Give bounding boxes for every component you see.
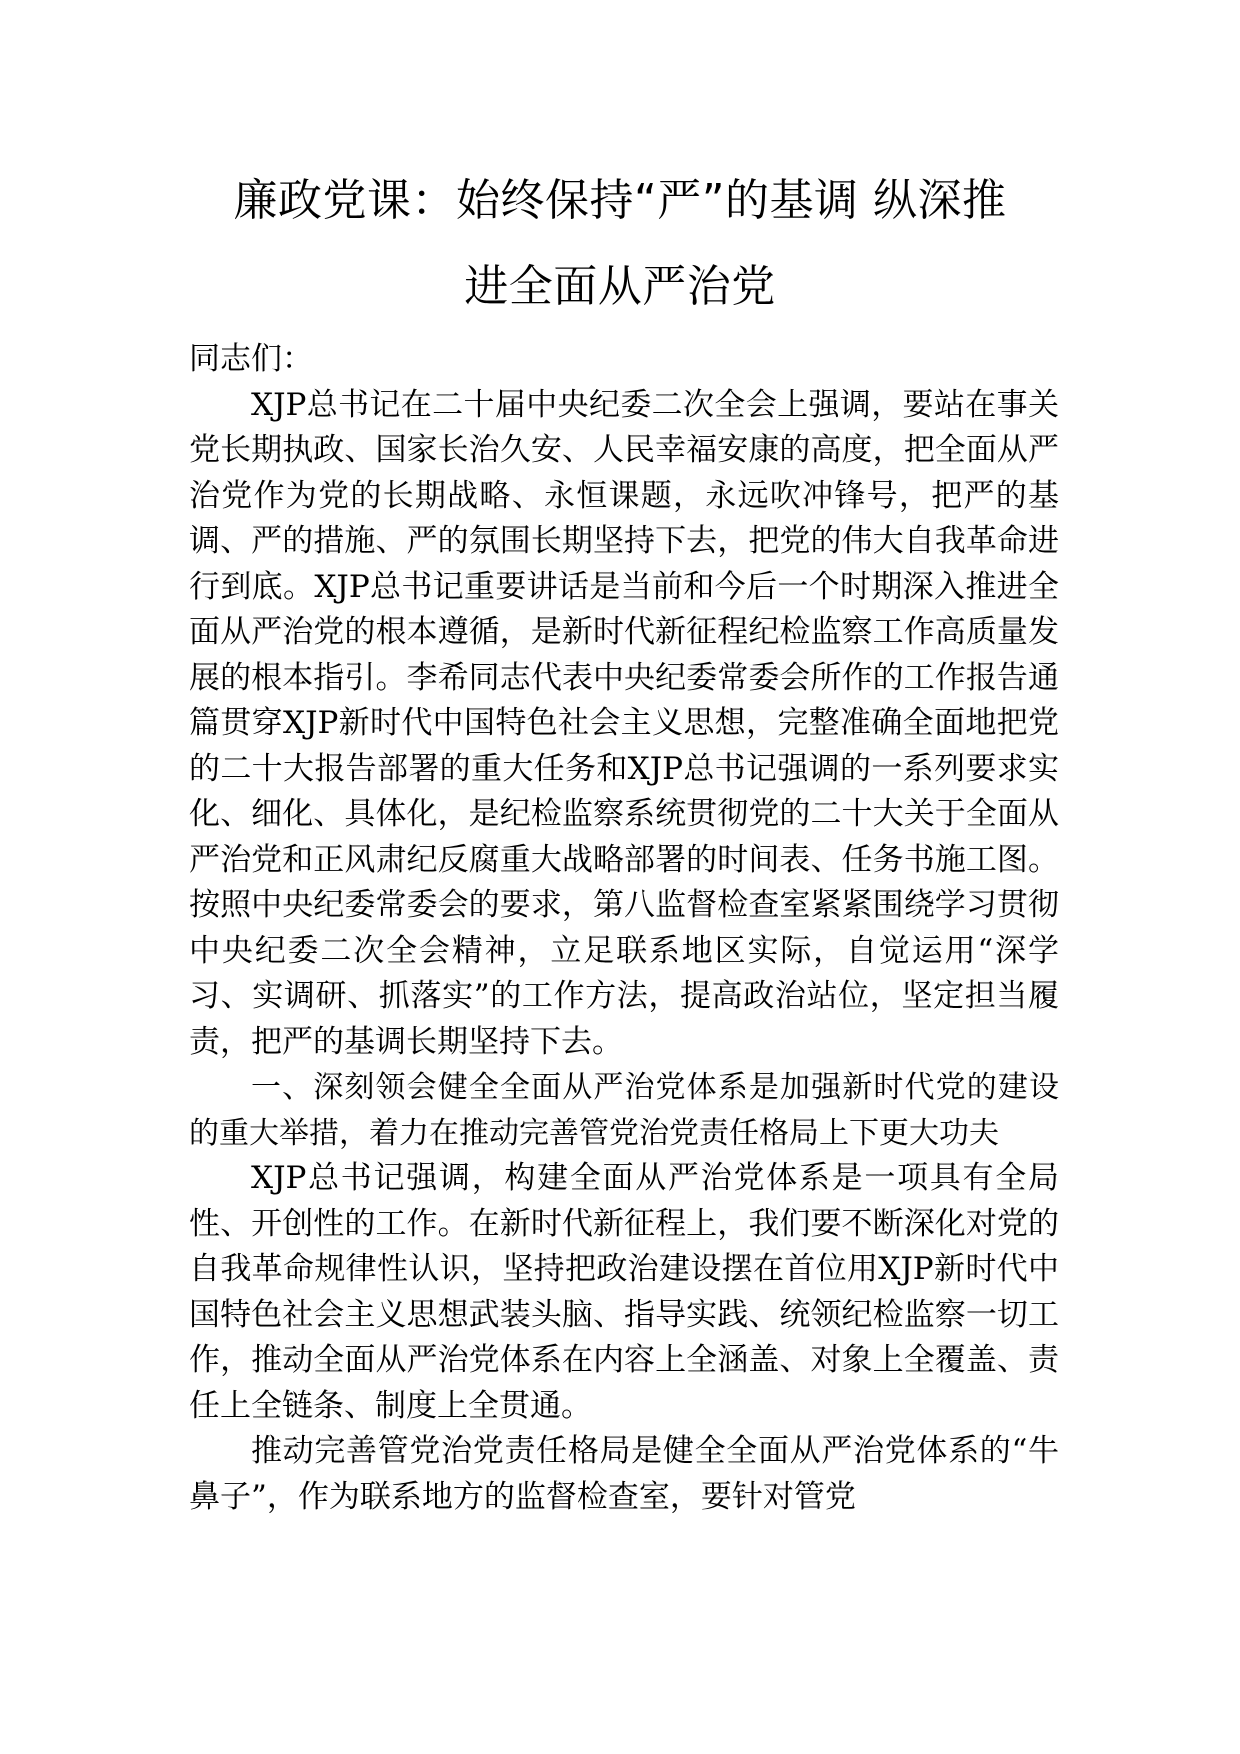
document-body [189,337,1059,1520]
paragraph-2: XJP总书记强调，构建全面从严治党体系是一项具有全局性、开创性的工作。在新时代新征程上，我们要不断深化对党的自我革命规律性认识，坚持把政治建设摆在首位用XJP新时代中国特色社会主义思想武装头脑、指导实践、统领纪检监察一切工作，推动全面从严治党体系在内容上全涵盖、对象上全覆盖、责任上全链条、制度上全贯通。 [189,1160,1059,1424]
document-title [150,158,1090,330]
paragraph-3: 推动完善管党治党责任格局是健全全面从严治党体系的“牛鼻子”，作为联系地方的监督检查室，要针对管党 [189,1433,1059,1515]
salutation: 同志们： [189,341,313,377]
title-line-2: 进全面从严治党 [464,261,776,312]
title-line-1: 廉政党课：始终保持“严”的基调 纵深推 [233,175,1007,226]
paragraph-1: XJP总书记在二十届中央纪委二次全会上强调，要站在事关党长期执政、国家长治久安、人民幸福安康的高度，把全面从严治党作为党的长期战略、永恒课题，永远吹冲锋号，把严的基调、严的措施、严的氛围长期坚持下去，把党的伟大自我革命进行到底。XJP总书记重要讲话是当前和今后一个时期深入推进全面从严治党的根本遵循，是新时代新征程纪检监察工作高质量发展的根本指引。李希同志代表中央纪委常委会所作的工作报告通篇贯穿XJP新时代中国特色社会主义思想，完整准确全面地把党的二十大报告部署的重大任务和XJP总书记强调的一系列要求实化、细化、具体化，是纪检监察系统贯彻党的二十大关于全面从严治党和正风肃纪反腐重大战略部署的时间表、任务书施工图。按照中央纪委常委会的要求，第八监督检查室紧紧围绕学习贯彻中央纪委二次全会精神，立足联系地区实际，自觉运用“深学习、实调研、抓落实”的工作方法，提高政治站位，坚定担当履责，把严的基调长期坚持下去。 [189,386,1059,1060]
section-heading-1: 一、深刻领会健全全面从严治党体系是加强新时代党的建设的重大举措，着力在推动完善管党治党责任格局上下更大功夫 [189,1070,1059,1151]
